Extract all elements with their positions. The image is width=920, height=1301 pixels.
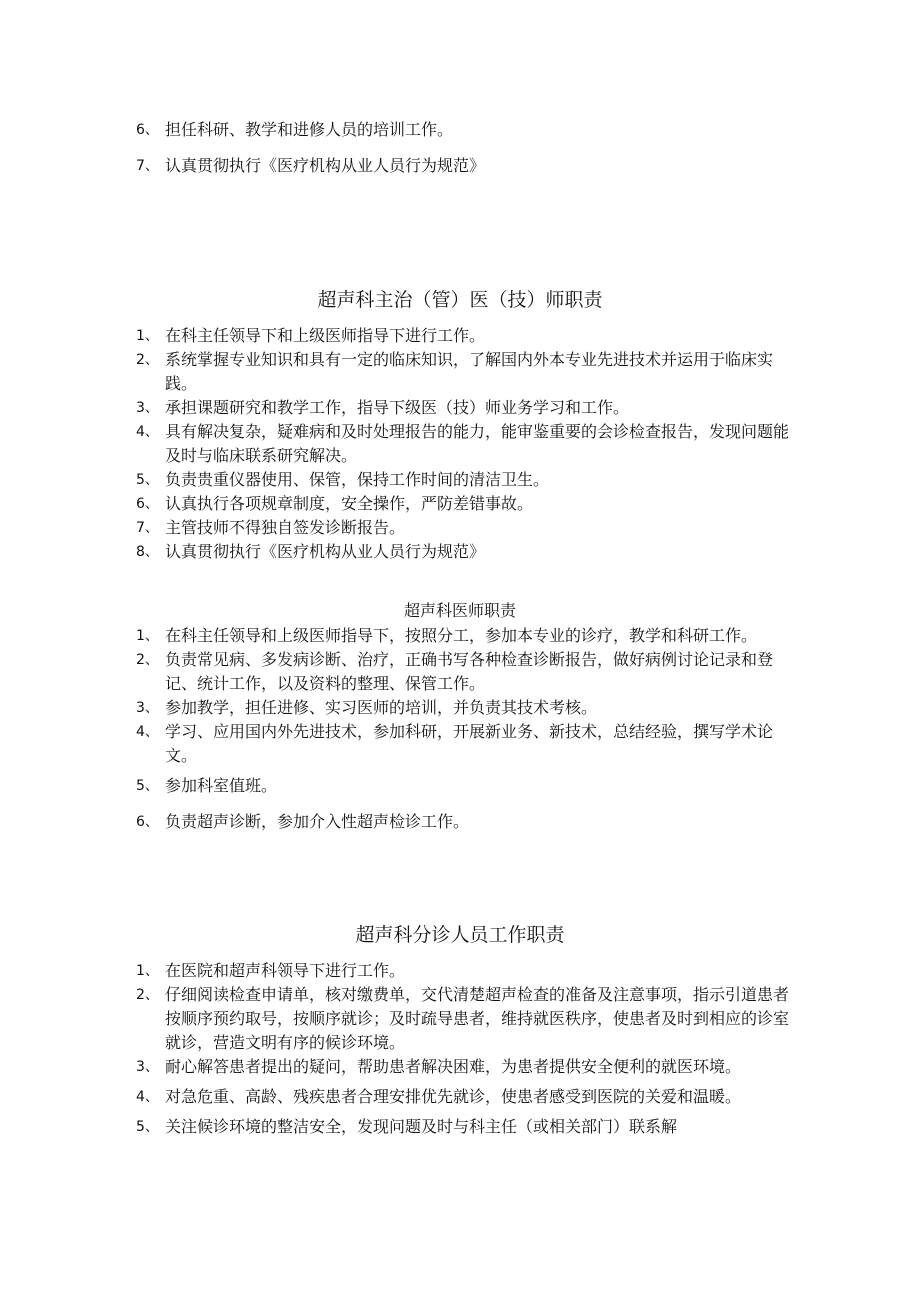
item-number: 6、 (136, 496, 159, 512)
item-number: 2、 (136, 352, 159, 368)
list-item (0, 696, 790, 720)
list-item (0, 720, 790, 768)
item-text: 负责超声诊断，参加介入性超声检诊工作。 (165, 812, 470, 831)
item-text: 在科主任领导和上级医师指导下，按照分工，参加本专业的诊疗，教学和科研工作。 (165, 626, 758, 645)
item-number: 4、 (136, 724, 159, 740)
item-text: 负责常见病、多发病诊断、治疗，正确书写各种检查诊断报告，做好病例讨论记录和登记、统计工作，以及资料的整理、保管工作。 (165, 650, 774, 693)
item-number: 2、 (136, 652, 159, 668)
item-number: 5、 (136, 778, 159, 794)
item-text: 参加教学，担任进修、实习医师的培训，并负责其技术考核。 (165, 698, 598, 717)
item-text: 认真贯彻执行《医疗机构从业人员行为规范》 (165, 156, 486, 175)
list-item (0, 324, 790, 348)
list-item (0, 983, 790, 1055)
item-text: 参加科室值班。 (165, 776, 278, 795)
list-item (0, 810, 790, 834)
item-number: 4、 (136, 1089, 159, 1105)
list-item (0, 774, 790, 798)
item-number: 3、 (136, 1059, 159, 1075)
item-text: 承担课题研究和教学工作，指导下级医（技）师业务学习和工作。 (165, 398, 630, 417)
item-text: 认真执行各项规章制度，安全操作，严防差错事故。 (165, 494, 534, 513)
list-item (0, 624, 790, 648)
item-text: 在科主任领导下和上级医师指导下进行工作。 (165, 326, 486, 345)
list-item (0, 540, 790, 564)
list-item (0, 648, 790, 696)
item-number: 4、 (136, 424, 159, 440)
item-number: 6、 (136, 122, 159, 138)
list-item (0, 348, 790, 396)
list-item (0, 154, 790, 178)
physician-list (0, 624, 920, 834)
section-title-triage: 超声科分诊人员工作职责 (355, 924, 565, 946)
list-item (0, 516, 790, 540)
item-number: 6、 (136, 814, 159, 830)
item-text: 主管技师不得独自签发诊断报告。 (165, 518, 406, 537)
list-item (0, 1085, 790, 1109)
item-text: 具有解决复杂，疑难病和及时处理报告的能力，能审鉴重要的会诊检查报告，发现问题能及时与临床联系研究解决。 (165, 422, 790, 465)
item-number: 2、 (136, 987, 159, 1003)
item-number: 1、 (136, 963, 159, 979)
section-title-physician: 超声科医师职责 (403, 601, 516, 620)
item-number: 1、 (136, 328, 159, 344)
list-item (0, 959, 790, 983)
item-number: 5、 (136, 1119, 159, 1135)
list-item (0, 492, 790, 516)
item-number: 7、 (136, 520, 159, 536)
list-item (0, 1055, 790, 1079)
item-text: 关注候诊环境的整洁安全，发现问题及时与科主任（或相关部门）联系解 (165, 1117, 678, 1136)
attending-list (0, 324, 920, 564)
item-text: 对急危重、高龄、残疾患者合理安排优先就诊，使患者感受到医院的关爱和温暖。 (165, 1087, 742, 1106)
item-text: 仔细阅读检查申请单，核对缴费单，交代清楚超声检查的准备及注意事项，指示引道患者按顺序预约取号，按顺序就诊；及时疏导患者，维持就医秩序，使患者及时到相应的诊室就诊，营造文明有序的候诊环境。 (165, 985, 790, 1052)
section-title-attending: 超声科主治（管）医（技）师职责 (317, 289, 603, 311)
list-item (0, 118, 790, 142)
item-number: 7、 (136, 158, 159, 174)
triage-list (0, 959, 920, 1139)
list-item (0, 396, 790, 420)
item-text: 负责贵重仪器使用、保管，保持工作时间的清洁卫生。 (165, 470, 550, 489)
item-number: 8、 (136, 544, 159, 560)
item-text: 认真贯彻执行《医疗机构从业人员行为规范》 (165, 542, 486, 561)
list-item (0, 420, 790, 468)
item-number: 3、 (136, 700, 159, 716)
item-number: 1、 (136, 628, 159, 644)
list-item (0, 1115, 790, 1139)
top-list (0, 118, 920, 178)
item-text: 在医院和超声科领导下进行工作。 (165, 961, 406, 980)
item-text: 学习、应用国内外先进技术，参加科研，开展新业务、新技术，总结经验，撰写学术论文。 (165, 722, 774, 765)
item-number: 5、 (136, 472, 159, 488)
item-text: 担任科研、教学和进修人员的培训工作。 (165, 120, 454, 139)
item-text: 耐心解答患者提出的疑问，帮助患者解决困难，为患者提供安全便利的就医环境。 (165, 1057, 742, 1076)
item-text: 系统掌握专业知识和具有一定的临床知识，了解国内外本专业先进技术并运用于临床实践。 (165, 350, 774, 393)
list-item (0, 468, 790, 492)
item-number: 3、 (136, 400, 159, 416)
